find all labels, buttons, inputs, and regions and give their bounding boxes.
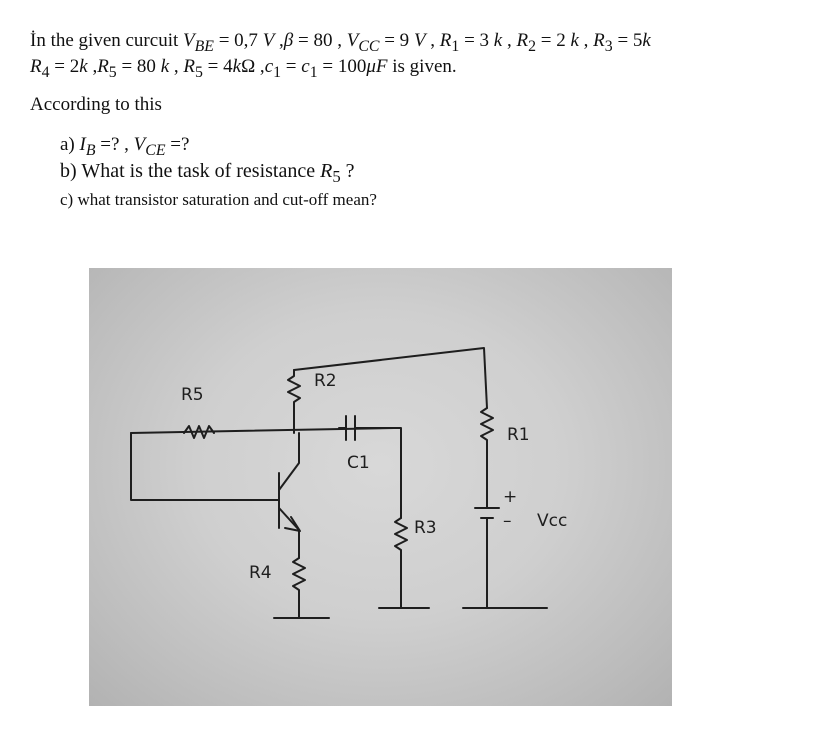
problem-line-1 (30, 30, 651, 56)
question-a (60, 134, 189, 160)
r4-resistor (293, 558, 305, 618)
label-plus: + (503, 487, 518, 507)
r3-resistor (395, 518, 407, 608)
circuit-photo (89, 268, 672, 706)
label-c1: C1 (347, 453, 370, 473)
question-c-text: what transistor saturation and cut-off mean? (77, 190, 377, 209)
r2-resistor (288, 370, 300, 433)
question-a-text: $I_B$ =? , $V_{CE}$ =? (79, 134, 190, 159)
question-b-text: What is the task of resistance $R_5$ ? (81, 160, 355, 186)
label-r1: R1 (507, 425, 530, 445)
label-vcc: Vcc (537, 511, 568, 531)
transistor-collector (279, 433, 299, 490)
problem-line-2 (30, 56, 457, 82)
problem-line-1-text: İn the given curcuit $V_{BE} = 0,7$ V ,β = 80 , $V_{CC} = 9$ V , $R_1 = 3$ k , $R_2 = 2$ k , $R_3 = 5k$ (30, 30, 651, 55)
question-b (60, 160, 355, 187)
r1-resistor (481, 408, 493, 453)
intro-text: According to this (30, 94, 162, 115)
label-r4: R4 (249, 563, 272, 583)
question-c-marker: c) (60, 190, 74, 209)
feedback-wire (131, 433, 267, 500)
question-b-marker: b) (60, 160, 77, 182)
label-r5: R5 (181, 385, 204, 405)
label-r3: R3 (414, 518, 437, 538)
c1-lead-right (355, 428, 401, 518)
question-a-marker: a) (60, 134, 75, 155)
problem-line-2-text: $R_4 = 2k$ $,R_5 = 80$ k , $R_5 = 4k\Omega$ $,c_1 = c_1 = 100\mu F$ is given. (30, 56, 457, 81)
label-r2: R2 (314, 371, 337, 391)
circuit-drawing (89, 268, 672, 706)
question-c (60, 190, 377, 210)
label-minus: – (503, 511, 512, 531)
transistor-emitter (279, 508, 299, 558)
